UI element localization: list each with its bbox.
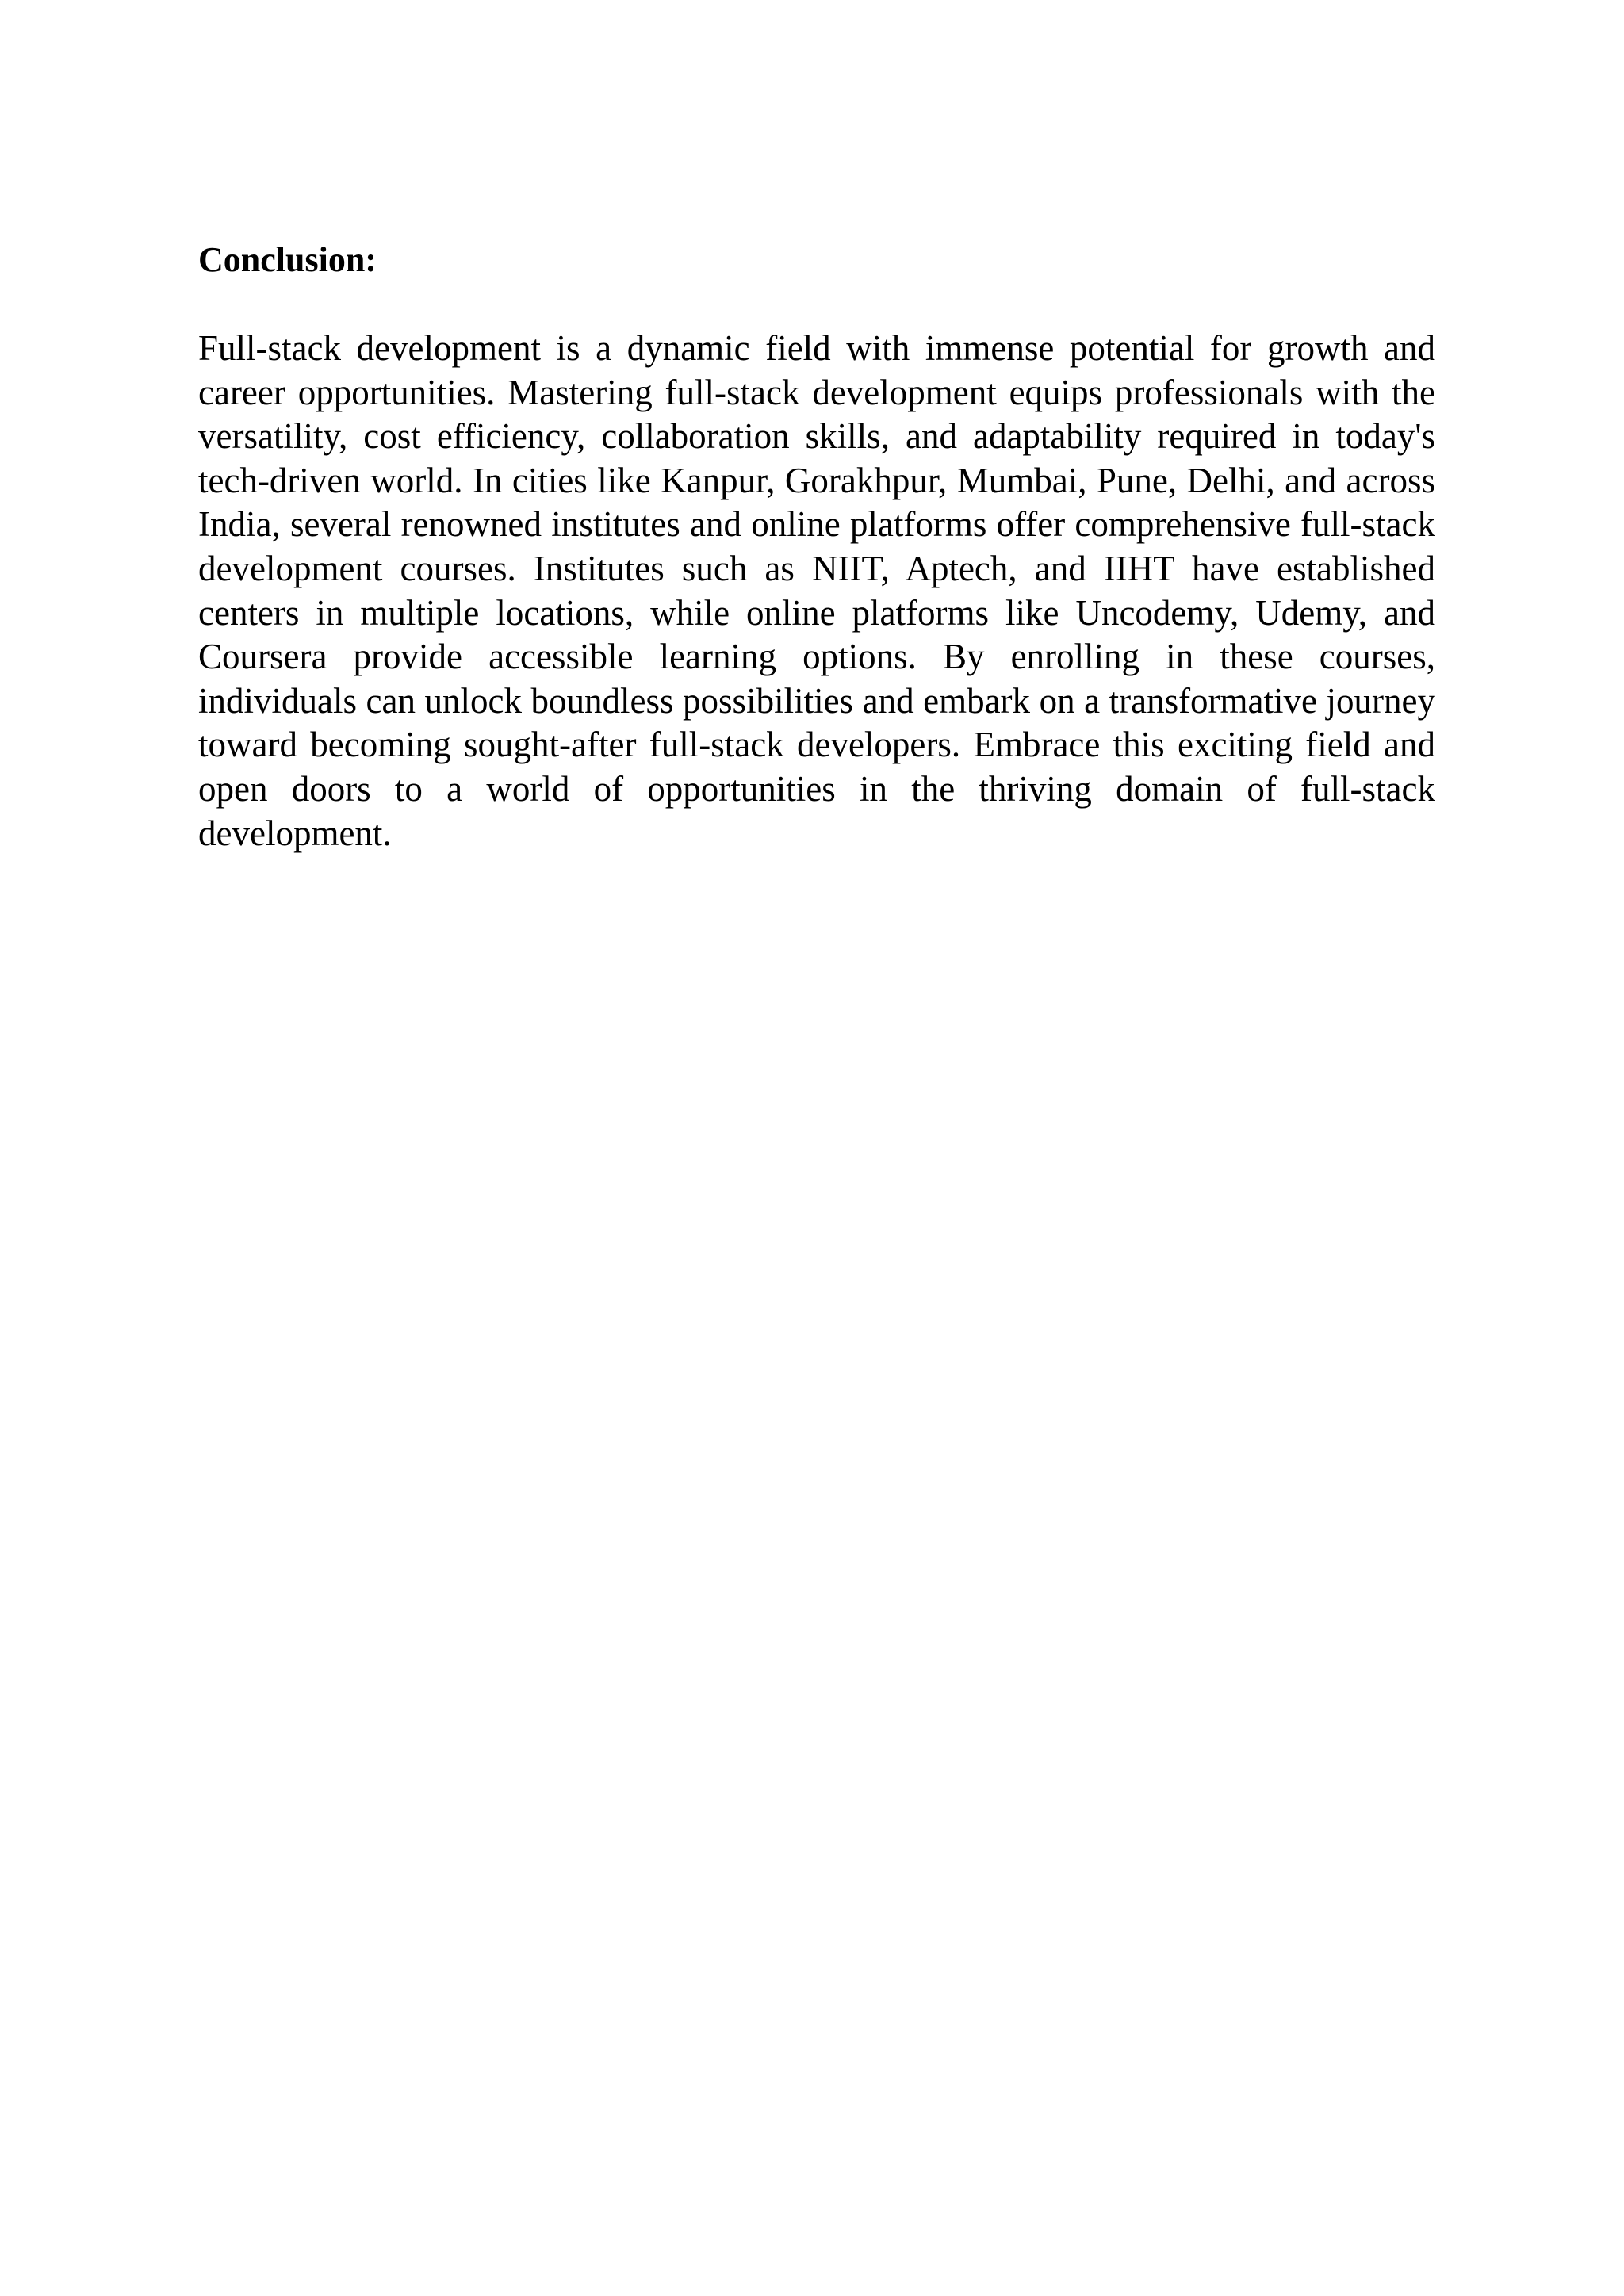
document-body: [198, 238, 1435, 855]
conclusion-paragraph: Full-stack development is a dynamic field with immense potential for growth and career opportunities. Mastering full-stack development equips professionals with the versatility, cost efficiency, collaboration skills, and adaptability required in today's tech-driven world. In cities like Kanpur, Gorakhpur, Mumbai, Pune, Delhi, and across India, several renowned institutes and online platforms offer comprehensive full-stack development courses. Institutes such as NIIT, Aptech, and IIHT have established centers in multiple locations, while online platforms like Uncodemy, Udemy, and Coursera provide accessible learning options. By enrolling in these courses, individuals can unlock boundless possibilities and embark on a transformative journey toward becoming sought-after full-stack developers. Embrace this exciting field and open doors to a world of opportunities in the thriving domain of full-stack development.: [198, 328, 1435, 853]
section-heading: Conclusion:: [198, 240, 377, 279]
